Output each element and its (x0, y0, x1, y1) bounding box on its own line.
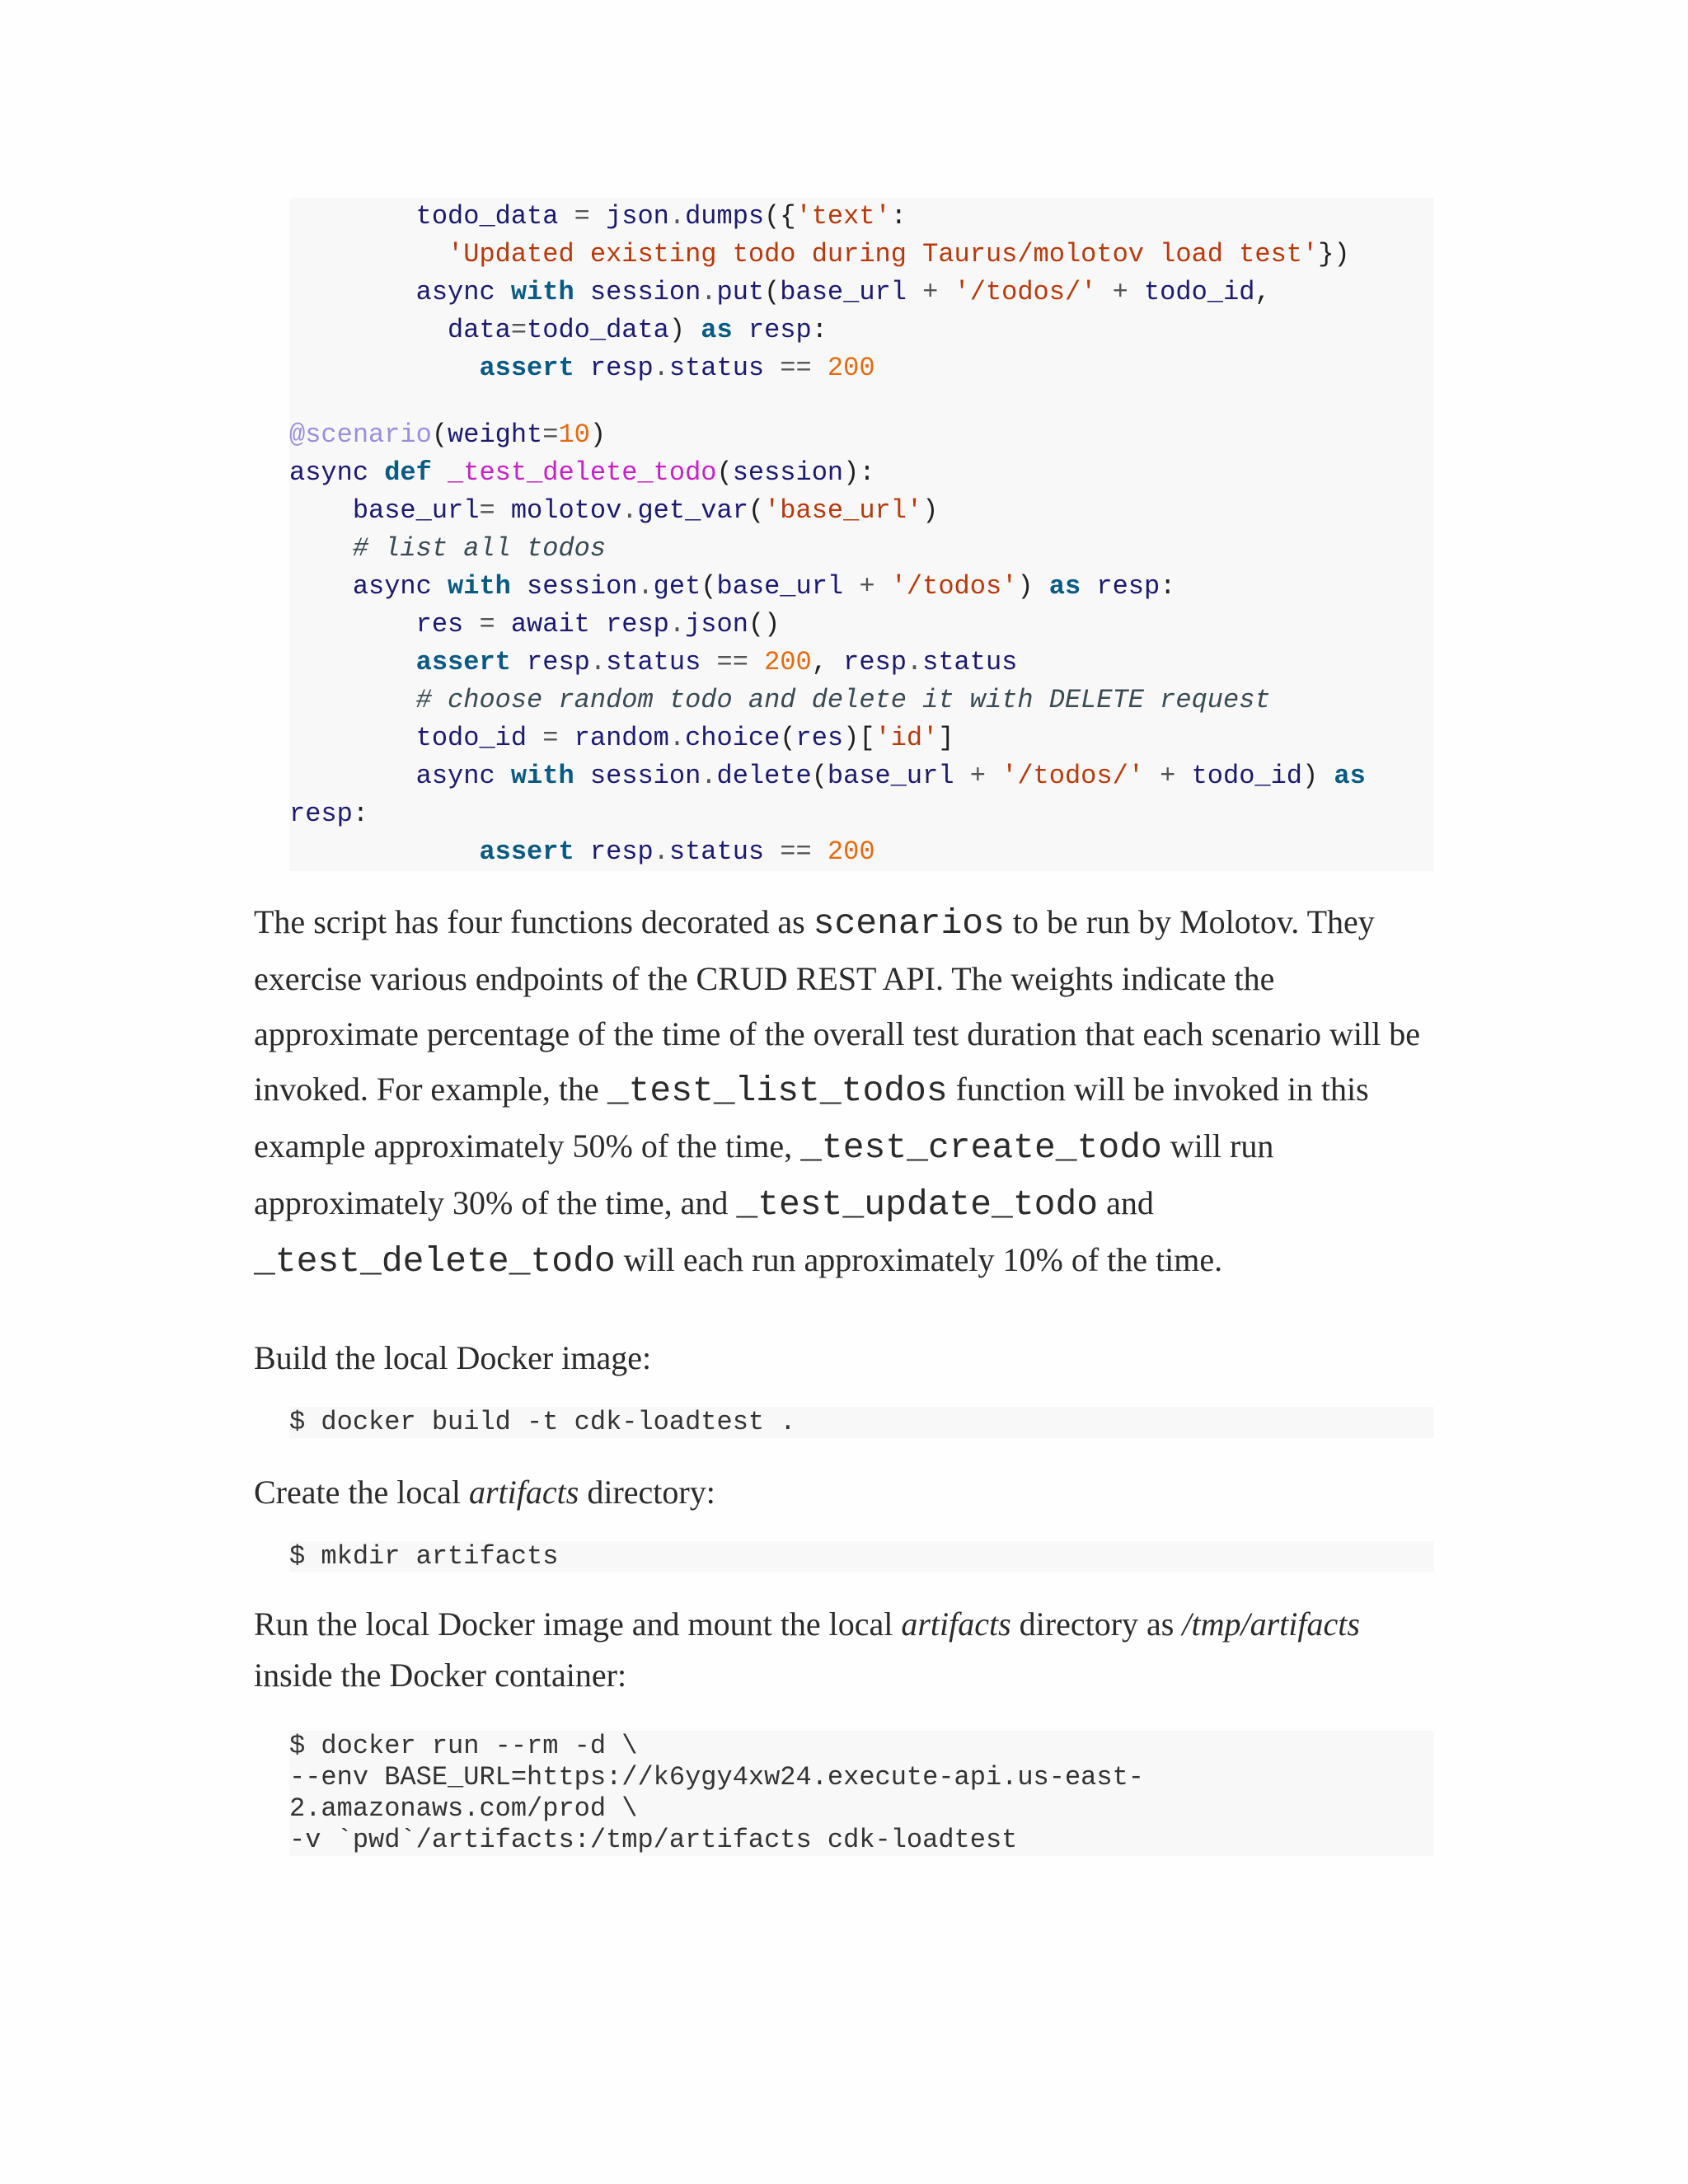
code-token: = (558, 201, 607, 232)
code-token: ({ (764, 201, 796, 232)
code-token: as (1334, 761, 1366, 791)
code-token: resp (589, 353, 654, 383)
code-token: # list all todos (352, 533, 607, 564)
code-token: == (764, 353, 828, 383)
code-token: 'text' (795, 201, 891, 232)
code-token: ( (780, 723, 796, 753)
code-token: molotov (510, 495, 622, 526)
code-token: + (906, 277, 954, 307)
code-token: ( (811, 761, 828, 791)
code-token: . (701, 761, 717, 791)
code-token: = (527, 723, 574, 753)
code-token: resp (527, 647, 590, 677)
inline-code-delete-todo: _test_delete_todo (254, 1241, 616, 1282)
code-token: data (448, 315, 511, 345)
inline-code-update-todo: _test_update_todo (736, 1184, 1099, 1225)
docker-build-command (289, 1407, 1434, 1438)
code-token: ( (431, 419, 448, 450)
code-token: ) (589, 419, 607, 450)
code-token: with (510, 277, 574, 307)
document-page (254, 198, 1434, 1856)
code-token: base_url (780, 277, 907, 307)
code-token: . (668, 723, 686, 753)
code-token: status (668, 353, 765, 383)
code-token: ( (716, 457, 733, 488)
code-token: + (1143, 761, 1192, 791)
code-token: = (510, 315, 528, 345)
code-token: async (289, 457, 369, 488)
build-instruction: Build the local Docker image: (254, 1339, 652, 1376)
code-token: choice (685, 723, 781, 753)
code-token: base_url (716, 571, 844, 602)
docker-run-command (289, 1731, 1434, 1856)
code-token: session (527, 571, 638, 602)
code-token: () (748, 609, 781, 640)
code-token: . (906, 647, 923, 677)
code-token: todo_data (415, 201, 559, 232)
code-token: == (764, 837, 828, 867)
code-token: 200 (827, 837, 875, 867)
inline-code-create-todo: _test_create_todo (800, 1127, 1162, 1168)
emphasis-tmp-artifacts: /tmp/artifacts (1182, 1605, 1360, 1643)
code-token: assert (479, 837, 574, 867)
code-token: base_url (827, 761, 954, 791)
code-line (289, 236, 1434, 274)
code-line (289, 606, 1434, 644)
emphasis-artifacts: artifacts (901, 1605, 1011, 1643)
code-token: json (685, 609, 748, 640)
code-line (289, 719, 1434, 757)
code-line (289, 349, 1434, 387)
code-line (289, 682, 1434, 719)
code-token: _test_delete_todo (448, 457, 717, 488)
code-token: session (589, 761, 701, 791)
code-line (289, 198, 1434, 236)
code-token: session (732, 457, 844, 488)
code-token: , (1254, 277, 1271, 307)
code-token: session (589, 277, 701, 307)
code-line (289, 416, 1434, 454)
code-token: @scenario (289, 419, 432, 450)
mkdir-command (289, 1541, 1434, 1572)
code-token: = (479, 495, 511, 526)
code-line (289, 795, 1434, 833)
code-token: . (589, 647, 607, 677)
code-token: todo_id (1191, 761, 1302, 791)
code-token: : (1160, 571, 1176, 602)
code-token: = (463, 609, 511, 640)
code-token: ( (701, 571, 717, 602)
code-token: . (701, 277, 717, 307)
para-text: and (1098, 1184, 1154, 1221)
code-token: as (701, 315, 733, 345)
code-token: , (811, 647, 844, 677)
code-token: assert (415, 647, 511, 677)
para-text: function will be invoked in this example approximately 50% of the time, (254, 1071, 1369, 1165)
code-token: with (448, 571, 511, 602)
code-token: with (510, 761, 574, 791)
para-text: will run approximately 30% of the time, and (254, 1127, 1274, 1221)
code-token: async (415, 761, 495, 791)
code-token: resp (606, 609, 669, 640)
code-token: dumps (685, 201, 765, 232)
command-line: 2.amazonaws.com/prod \ (289, 1793, 638, 1824)
para-text: Create the local (254, 1474, 469, 1511)
code-token: : (890, 201, 907, 232)
code-line (289, 312, 1434, 349)
code-token: 'Updated existing todo during Taurus/molotov load test' (448, 239, 1319, 269)
code-token: + (954, 761, 1002, 791)
code-token: json (606, 201, 669, 232)
code-line (289, 757, 1434, 795)
code-line (289, 387, 1434, 416)
command-line: --env BASE_URL=https://k6ygy4xw24.execute-api.us-east- (289, 1762, 1144, 1793)
code-token: status (606, 647, 701, 677)
code-token: # choose random todo and delete it with DELETE request (415, 685, 1271, 715)
emphasis-artifacts: artifacts (468, 1474, 579, 1511)
code-token: delete (716, 761, 812, 791)
code-token: todo_data (527, 315, 669, 345)
code-token: ] (938, 723, 954, 753)
code-token: async (415, 277, 495, 307)
code-token: ) (922, 495, 939, 526)
code-line (289, 833, 1434, 871)
code-token: 200 (827, 353, 875, 383)
code-token: random (574, 723, 669, 753)
code-line (289, 644, 1434, 682)
code-token: resp (748, 315, 812, 345)
para-text: The script has four functions decorated as (254, 903, 814, 940)
command-line: $ docker run --rm -d \ (289, 1731, 638, 1761)
mkdir-instruction (254, 1465, 1434, 1520)
code-token: . (621, 495, 638, 526)
code-token: ): (843, 457, 875, 488)
code-token: )[ (843, 723, 875, 753)
code-token: ) (668, 315, 701, 345)
code-token: . (637, 571, 654, 602)
code-token: : (811, 315, 828, 345)
code-line (289, 492, 1434, 530)
para-text: directory: (579, 1474, 715, 1511)
code-token: . (668, 201, 686, 232)
code-token: '/todos/' (954, 277, 1097, 307)
code-token: ( (748, 495, 765, 526)
inline-code-scenarios: scenarios (813, 903, 1005, 944)
code-token: 200 (764, 647, 812, 677)
command-line: $ docker build -t cdk-loadtest . (289, 1407, 796, 1437)
para-text: Run the local Docker image and mount the local (254, 1605, 902, 1643)
code-token: 10 (558, 419, 590, 450)
code-token: 'base_url' (764, 495, 923, 526)
code-token: ) (1017, 571, 1049, 602)
code-token: + (843, 571, 891, 602)
para-text: to be run by Molotov. They exercise various endpoints of the CRUD REST API. The weights indicate the approximate percentage of the time of the overall test duration that each scenario will be invoked. For example, the (254, 903, 1420, 1108)
code-token: + (1096, 277, 1144, 307)
run-instruction (254, 1599, 1434, 1701)
code-token: status (668, 837, 765, 867)
code-token: . (653, 353, 669, 383)
python-code (289, 198, 1434, 871)
code-token: ( (764, 277, 781, 307)
code-token: resp (589, 837, 654, 867)
command-line: $ mkdir artifacts (289, 1541, 559, 1572)
code-token: assert (479, 353, 574, 383)
code-token: res (795, 723, 844, 753)
code-token: = (542, 419, 559, 450)
code-token: res (415, 609, 464, 640)
code-token: await (510, 609, 590, 640)
code-token: == (701, 647, 765, 677)
code-token: 'id' (874, 723, 939, 753)
para-text: will each run approximately 10% of the time. (615, 1241, 1223, 1278)
code-token: as (1048, 571, 1081, 602)
code-token: base_url (352, 495, 480, 526)
code-token: '/todos' (890, 571, 1018, 602)
para-text: directory as (1010, 1605, 1183, 1643)
code-token: }) (1318, 239, 1350, 269)
code-token: put (716, 277, 765, 307)
code-token: def (384, 457, 432, 488)
command-line: -v `pwd`/artifacts:/tmp/artifacts cdk-loadtest (289, 1825, 1018, 1855)
code-token: weight (448, 419, 543, 450)
code-line (289, 568, 1434, 606)
code-line (289, 530, 1434, 568)
code-token: todo_id (415, 723, 528, 753)
python-code-block (289, 198, 1434, 871)
code-line (289, 454, 1434, 492)
code-token: todo_id (1143, 277, 1255, 307)
code-token: '/todos/' (1001, 761, 1144, 791)
code-token: get (653, 571, 701, 602)
code-token: resp (843, 647, 907, 677)
code-token: ) (1302, 761, 1334, 791)
inline-code-list-todos: _test_list_todos (607, 1071, 948, 1111)
scenarios-explanation-paragraph (254, 894, 1434, 1289)
code-token: . (668, 609, 686, 640)
code-token: : (352, 799, 369, 829)
code-line (289, 274, 1434, 312)
code-token: . (653, 837, 669, 867)
code-token: status (922, 647, 1018, 677)
para-text: inside the Docker container: (254, 1657, 627, 1694)
code-token: resp (289, 799, 353, 829)
code-token: resp (1096, 571, 1160, 602)
code-token: get_var (637, 495, 748, 526)
code-token: async (352, 571, 432, 602)
